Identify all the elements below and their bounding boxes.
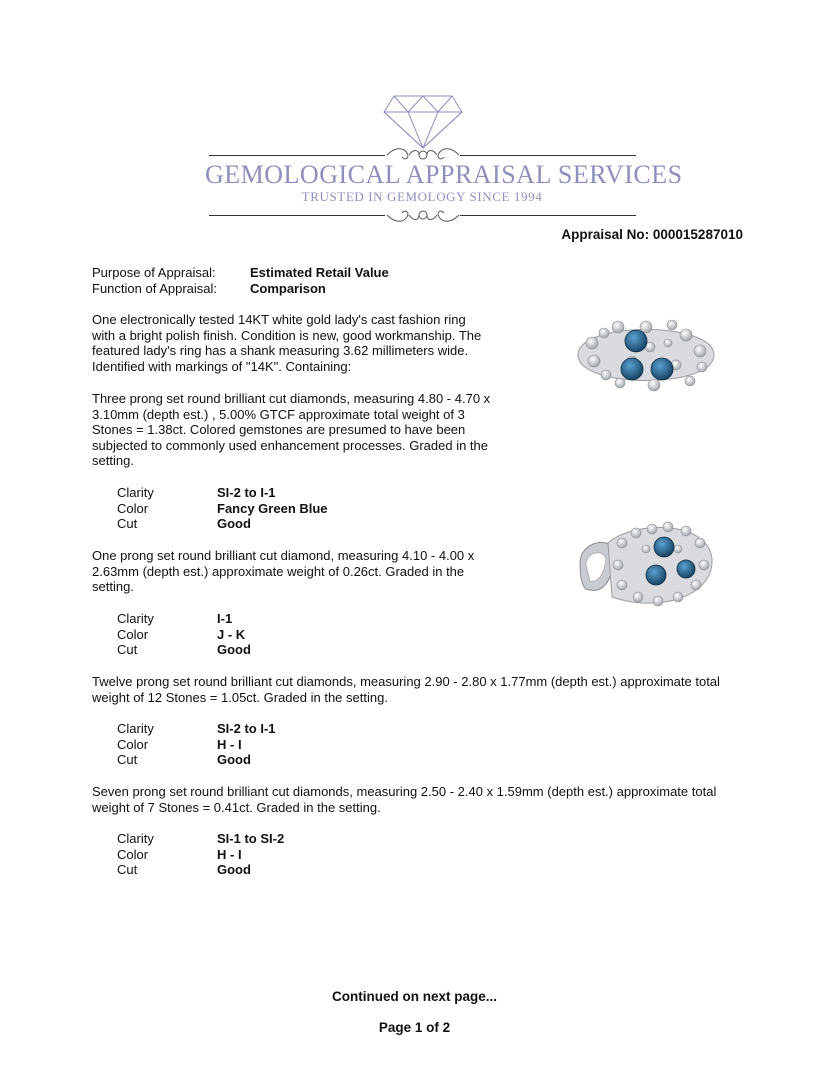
logo-top-rule-left [209, 155, 385, 156]
purpose-row [92, 265, 492, 281]
cut-row [117, 642, 377, 658]
cut-value: Good [217, 642, 251, 658]
clarity-value: SI-1 to SI-2 [217, 831, 285, 846]
stone-description: One prong set round brilliant cut diamond, measuring 4.10 - 4.00 x 2.63mm (depth est.) approximate weight of 0.26ct. Graded in the setting. [92, 548, 475, 595]
function-label: Function of Appraisal: [92, 281, 218, 296]
clarity-value: SI-2 to I-1 [217, 721, 276, 736]
clarity-value: I-1 [217, 611, 233, 626]
clarity-row [117, 831, 377, 847]
function-row [92, 281, 492, 297]
company-name: GEMOLOGICAL APPRAISAL SERVICES [205, 160, 683, 189]
logo-bottom-rule-left [209, 215, 385, 216]
cut-value: Good [217, 862, 251, 878]
clarity-row [117, 721, 377, 737]
clarity-row [117, 485, 377, 501]
purpose-label: Purpose of Appraisal: [92, 265, 216, 280]
stone-description: Seven prong set round brilliant cut diamonds, measuring 2.50 - 2.40 x 1.59mm (depth est.) approximate total weight of 7 Stones = 0.41ct. Graded in the setting. [92, 784, 717, 815]
clarity-label: Clarity [117, 831, 154, 846]
grading-table [117, 831, 377, 879]
stone-description: Three prong set round brilliant cut diamonds, measuring 4.80 - 4.70 x 3.10mm (depth est.) , 5.00% GTCF approximate total weight of 3 Stones = 1.38ct. Colored gemstones are presumed to have been subjected to commonly used enhancement processes. Graded in the setting. [92, 391, 491, 469]
cut-label: Cut [117, 642, 138, 658]
function-value: Comparison [250, 281, 326, 296]
color-label: Color [117, 500, 149, 516]
grading-table [117, 485, 377, 533]
company-tagline: TRUSTED IN GEMOLOGY SINCE 1994 [301, 189, 543, 204]
page-number: Page 1 of 2 [378, 1020, 451, 1035]
cut-label: Cut [117, 862, 138, 878]
ring-side-view-image [572, 513, 720, 617]
logo-bottom-rule-right [460, 215, 636, 216]
purpose-value: Estimated Retail Value [250, 265, 389, 280]
color-label: Color [117, 846, 149, 862]
cut-row [117, 862, 377, 878]
clarity-label: Clarity [117, 611, 154, 626]
color-row [117, 737, 377, 753]
color-label: Color [117, 626, 149, 642]
color-row [117, 627, 377, 643]
ring-top-view-image [572, 303, 720, 407]
color-value: J - K [217, 626, 246, 642]
color-value: H - I [217, 736, 242, 752]
color-row [117, 847, 377, 863]
cut-label: Cut [117, 752, 138, 768]
cut-row [117, 516, 377, 532]
continued-notice: Continued on next page... [332, 989, 497, 1004]
diamond-outline-icon [382, 92, 464, 150]
logo-top-rule-right [460, 155, 636, 156]
clarity-label: Clarity [117, 485, 154, 500]
appraisal-number: Appraisal No: 000015287010 [561, 227, 743, 242]
cut-value: Good [217, 516, 251, 532]
grading-table [117, 721, 377, 769]
grading-table [117, 611, 377, 659]
clarity-value: SI-2 to I-1 [217, 485, 276, 500]
clarity-row [117, 611, 377, 627]
color-value: Fancy Green Blue [217, 500, 328, 516]
ring-description: One electronically tested 14KT white gold lady's cast fashion ring with a bright polish finish. Condition is new, good workmanship. The featured lady's ring has a shank measuring 3.62 millimeters wide. Identified with markings of "14K". Containing: [92, 312, 482, 374]
color-value: H - I [217, 846, 242, 862]
cut-row [117, 752, 377, 768]
clarity-label: Clarity [117, 721, 154, 736]
cut-label: Cut [117, 516, 138, 532]
color-row [117, 501, 377, 517]
flourish-ornament-icon [385, 205, 461, 225]
cut-value: Good [217, 752, 251, 768]
stone-description: Twelve prong set round brilliant cut diamonds, measuring 2.90 - 2.80 x 1.77mm (depth est.) approximate total weight of 12 Stones = 1.05ct. Graded in the setting. [92, 674, 720, 705]
color-label: Color [117, 736, 149, 752]
